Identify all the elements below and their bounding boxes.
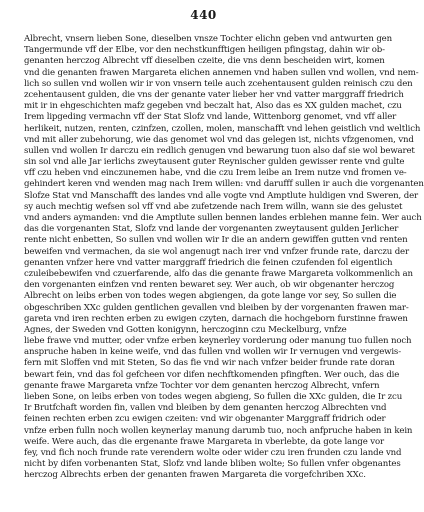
text-line: rente nicht enbetten, So sullen vnd wollen wir Ir die an andern gewiffen gutten vnd renten — [24, 235, 408, 246]
text-line: nicht by difen vorbenanten Stat, Slofz vnd lande bliben wolte; So fullen vnfer obgenantes — [24, 459, 401, 470]
text-line: das die vorgenanten Stat, Slofz vnd lande der vorgenanten zweytausent gulden Jerlicher — [24, 224, 399, 235]
text-line: sin sol vnd alle Jar ierlichs zweytausent guter Reynischer gulden gewisser rente vnd gulte — [24, 157, 405, 168]
text-line: genante frawe Margareta vnfze Tochter vor dem genanten herczog Albrecht, vnfern — [24, 380, 380, 391]
text-line: Slofze Stat vnd Manschafft des landes vnd alle vogte vnd Amptlute huldigen vnd Sweren, der — [24, 190, 418, 201]
body-text — [24, 34, 424, 482]
text-line: vnd mit aller zubehorung, wie das genomet wol vnd das gelegen ist, nichts vfzgenomen, vnd — [24, 134, 414, 145]
text-line: feinen rechten erben zcu ewigen czeiten: vnd wir obgenanter Marggraff fridrich oder — [24, 414, 386, 425]
text-line: beweifen vnd vermachen, da sie wol angenugt nach irer vnd vnfzer frunde rate, darczu der — [24, 246, 409, 257]
text-line: vnd die genanten frawen Margareta elichen annemen vnd haben sullen vnd wollen, vnd nem- — [24, 67, 419, 78]
text-line: liebe frawe vnd mutter, oder vnfze erben keynerley vorderung oder manung tuo fullen noch — [24, 336, 412, 347]
text-line: lieben Sone, on leibs erben von todes wegen abgieng, So fullen die XXc gulden, die Ir zcu — [24, 392, 403, 402]
text-line: Albrecht, vnsern lieben Sone, dieselben vnsze Tochter elichn geben vnd antwurten gen — [24, 34, 392, 44]
text-line: vnd anders aymanden: vnd die Amptlute sullen bennen landes erblehen manne fein. Wer auch — [24, 213, 422, 223]
text-line: Irem lipgeding vermachn vff der Stat Slofz vnd lande, Wittenborg genomet, vnd vff aller — [24, 112, 397, 123]
text-line: sullen vnd wollen Ir darczu ein redlich genugen vnd bewarung tuon also daf sie wol bewaret — [24, 145, 415, 156]
text-line: herlikeit, nutzen, renten, czinfzen, czollen, molen, manschafft vnd lehen geistlich vnd weltlich — [24, 123, 421, 134]
text-line: Albrecht on leibs erben von todes wegen abgiengen, da gote lange vor sey, So sullen die — [24, 291, 397, 302]
text-line: genanten herczog Albrecht vff dieselben czeite, die vns denn bescheiden wirt, komen — [24, 56, 385, 67]
text-line: fey, vnd fich noch frunde rate verendern wolte oder wider czu iren frunden czu lande vnd — [24, 447, 402, 458]
text-line: Tangermunde vff der Elbe, vor den nechstkunfftigen heiligen pfingstag, dahin wir ob- — [24, 45, 385, 56]
text-line: genanten vnfzer here vnd vatter marggraff friedrich die feinen czufenden fol eigentlich — [24, 257, 393, 268]
text-line: zcehentausent gulden, die vns der genante vater lieber her vnd vatter marggraff friedrich — [24, 89, 404, 100]
text-line: gareta vnd iren rechten erben zu ewigen czyten, darnach die hochgeborn furstinne frawen — [24, 313, 408, 324]
text-line: mit ir in ehgeschichten mafz gegeben vnd beczalt hat, Also das es XX gulden machet, czu — [24, 101, 402, 112]
text-line: vff czu heben vnd einczunemen habe, vnd die czu Irem leibe an Irem nutze vnd fromen ve- — [24, 168, 407, 179]
page-number: 440 — [190, 8, 217, 22]
text-line: weife. Were auch, das die ergenante frawe Margareta in vberlebte, da gote lange vor — [24, 436, 384, 447]
text-line: Agnes, der Sweden vnd Gotten konigynn, herczoginn czu Meckelburg, vnfze — [24, 324, 347, 335]
text-line: Ir Brutfchaft worden fin, vallen vnd bleiben by dem genanten herczog Albrechten vnd — [24, 403, 387, 414]
text-line: anspruche haben in keine weife, vnd das fullen vnd wollen wir Ir vernugen vnd vergewis- — [24, 347, 401, 358]
text-line: bewart fein, vnd das fol gefcheen vor difen nechftkomenden pfingften. Wer ouch, das die — [24, 369, 400, 380]
text-line: fern mit Sloffen vnd mit Steten, So das fie vnd wir nach vnfzer beider frunde rate doran — [24, 358, 395, 369]
text-line: vnfze erben fulln noch wollen keynerlay manung darumb tuo, noch anfpruche haben in kein — [24, 425, 413, 436]
text-line: den vorgenanten einfzen vnd renten bewaret sey. Wer auch, ob wir obgenanter herczog — [24, 280, 395, 291]
text-line: herczog Albrechts erben der genanten frawen Margareta die vorgefchriben XXc. — [24, 470, 366, 481]
text-line: sy auch mechtig wefsen sol vff vnd abe zufetzende nach Irem willn, wann sie des gelustet — [24, 201, 403, 212]
text-line: gehindert keren vnd wenden mag nach Irem willen: vnd darufff sullen ir auch die vorgenanten — [24, 179, 424, 190]
text-line: obgeschriben XXc gulden gentlichen gevallen vnd bleiben by der vorgenanten frawen mar- — [24, 302, 409, 313]
text-line: lich so sullen vnd wollen wir ir von vnsern teile auch zcehentausent gulden reinisch czu den — [24, 78, 413, 89]
text-line: czuleibebewifen vnd czuerfarende, alfo das die genante frawe Margareta volkommenlich an — [24, 268, 413, 279]
